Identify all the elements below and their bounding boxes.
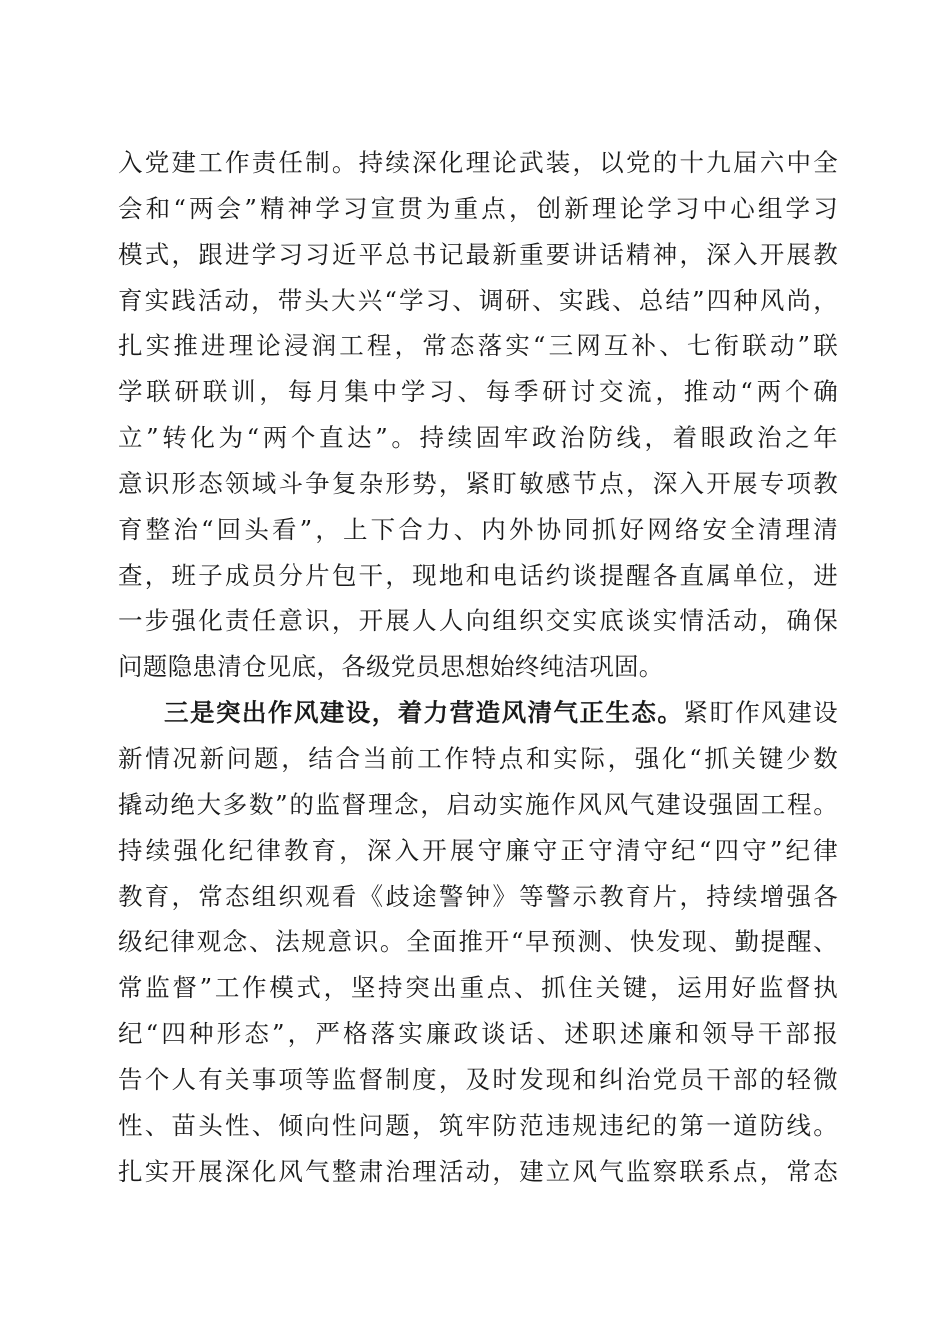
text-line: 撬动绝大多数”的监督理念，启动实施作风风气建设强固工程。 [118,789,839,819]
text-line: 新情况新问题，结合当前工作特点和实际，强化“抓关键少数 [118,743,838,773]
text-line: 育整治“回头看”，上下合力、内外协同抓好网络安全清理清 [118,514,838,544]
paragraph-first-line [118,690,838,736]
text-line: 持续强化纪律教育，深入开展守廉守正守清守纪“四守”纪律 [118,835,838,865]
text-line: 常监督”工作模式，坚持突出重点、抓住关键，运用好监督执 [118,973,838,1003]
body-text [118,140,838,1194]
text-line: 会和“两会”精神学习宣贯为重点，创新理论学习中心组学习 [118,193,838,223]
text-span: 紧盯作风建设 [683,698,838,728]
text-line: 入党建工作责任制。持续深化理论武装，以党的十九届六中全 [118,148,838,177]
text-line: 意识形态领域斗争复杂形势，紧盯敏感节点，深入开展专项教 [118,468,838,498]
text-line: 立”转化为“两个直达”。持续固牢政治防线，着眼政治之年 [118,423,838,453]
text-line: 级纪律观念、法规意识。全面推开“早预测、快发现、勤提醒、 [118,927,838,957]
text-line: 教育，常态组织观看《歧途警钟》等警示教育片，持续增强各 [118,881,838,911]
text-line: 告个人有关事项等监督制度，及时发现和纠治党员干部的轻微 [118,1064,838,1094]
text-line: 一步强化责任意识，开展人人向组织交实底谈实情活动，确保 [118,606,838,636]
paragraph-party-building [118,140,838,690]
text-line: 扎实开展深化风气整肃治理活动，建立风气监察联系点，常态 [118,1156,838,1186]
text-line: 问题隐患清仓见底，各级党员思想始终纯洁巩固。 [118,652,664,682]
text-line: 纪“四种形态”，严格落实廉政谈话、述职述廉和领导干部报 [118,1019,838,1049]
text-line: 育实践活动，带头大兴“学习、调研、实践、总结”四种风尚， [118,285,838,315]
text-line: 查，班子成员分片包干，现地和电话约谈提醒各直属单位，进 [118,560,838,590]
text-line: 学联研联训，每月集中学习、每季研讨交流，推动“两个确 [118,377,838,407]
text-line: 扎实推进理论浸润工程，常态落实“三网互补、七衔联动”联 [118,331,838,361]
text-line: 性、苗头性、倾向性问题，筑牢防范违规违纪的第一道防线。 [118,1110,838,1140]
text-line: 模式，跟进学习习近平总书记最新重要讲话精神，深入开展教 [118,239,838,269]
section-heading: 三是突出作风建设，着力营造风清气正生态。 [164,698,684,728]
paragraph-work-style [118,690,838,1194]
